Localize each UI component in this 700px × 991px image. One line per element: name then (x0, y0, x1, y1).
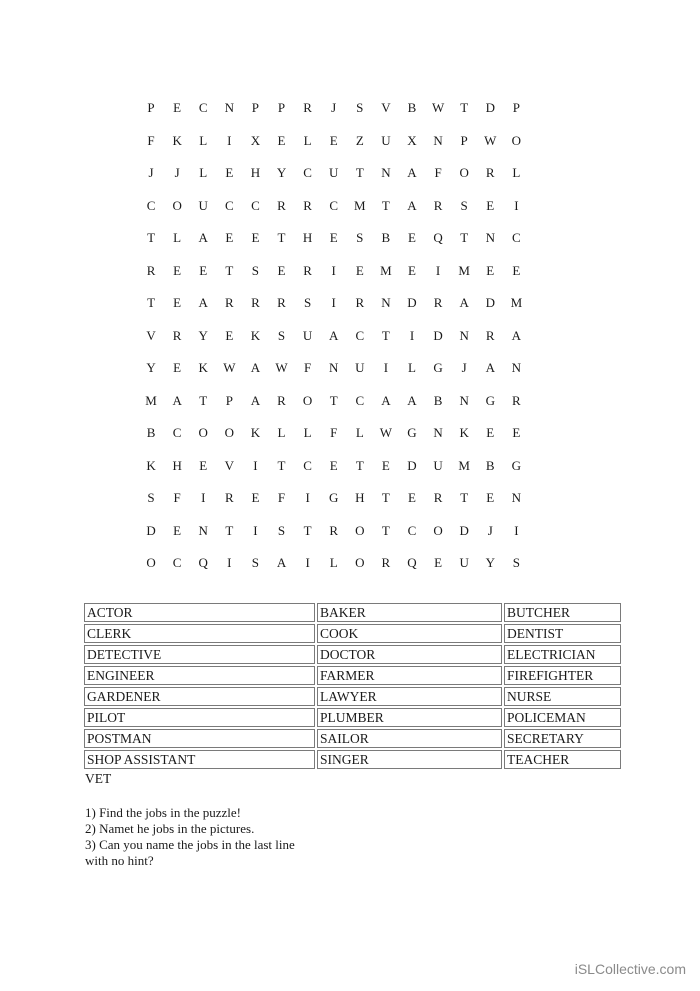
puzzle-letter: A (172, 392, 182, 408)
puzzle-letter: Y (485, 555, 495, 571)
puzzle-letter: U (355, 360, 365, 376)
puzzle-row (138, 352, 558, 385)
puzzle-letter: T (225, 522, 234, 538)
puzzle-letter: U (198, 197, 208, 213)
puzzle-letter: G (433, 360, 443, 376)
puzzle-letter: N (459, 392, 469, 408)
puzzle-letter: R (485, 327, 495, 343)
site-watermark: iSLCollective.com (574, 961, 686, 977)
puzzle-letter: E (277, 132, 286, 148)
puzzle-letter: Q (198, 555, 208, 571)
puzzle-letter: P (147, 100, 155, 116)
puzzle-letter: R (433, 295, 443, 311)
puzzle-letter: A (407, 197, 417, 213)
puzzle-row (138, 417, 558, 450)
puzzle-letter: K (198, 360, 208, 376)
puzzle-letter: E (173, 262, 182, 278)
puzzle-letter: C (355, 327, 365, 343)
puzzle-letter: H (302, 230, 313, 246)
puzzle-letter: E (173, 360, 182, 376)
puzzle-letter: M (458, 262, 470, 278)
puzzle-row (138, 515, 558, 548)
puzzle-letter: L (329, 555, 338, 571)
puzzle-letter: S (512, 555, 520, 571)
puzzle-letter: T (381, 522, 390, 538)
puzzle-letter: C (512, 230, 521, 246)
puzzle-letter: N (511, 490, 522, 506)
puzzle-letter: E (277, 262, 286, 278)
word-list-cell: BUTCHER (504, 603, 621, 622)
puzzle-letter: L (199, 165, 208, 181)
word-list-cell: TEACHER (504, 750, 621, 769)
puzzle-letter: R (277, 197, 286, 213)
puzzle-letter: W (379, 425, 393, 441)
puzzle-letter: R (251, 295, 260, 311)
puzzle-letter: O (459, 165, 469, 181)
word-list-cell: FARMER (317, 666, 502, 685)
puzzle-letter: O (433, 522, 443, 538)
puzzle-letter: L (199, 132, 208, 148)
puzzle-letter: I (253, 457, 258, 473)
puzzle-letter: K (172, 132, 182, 148)
word-list-cell: FIREFIGHTER (504, 666, 621, 685)
puzzle-letter: N (381, 165, 391, 181)
puzzle-letter: Y (198, 327, 208, 343)
puzzle-letter: T (355, 165, 364, 181)
puzzle-letter: O (302, 392, 313, 408)
puzzle-letter: U (302, 327, 313, 343)
puzzle-letter: W (275, 360, 288, 376)
puzzle-letter: T (329, 392, 338, 408)
puzzle-letter: D (459, 522, 469, 538)
puzzle-row (138, 482, 558, 515)
puzzle-letter: P (225, 392, 233, 408)
puzzle-letter: I (227, 132, 232, 148)
puzzle-letter: E (408, 230, 416, 246)
puzzle-letter: I (305, 555, 310, 571)
puzzle-letter: V (224, 457, 235, 473)
puzzle-letter: J (487, 522, 493, 538)
puzzle-letter: A (381, 392, 391, 408)
puzzle-letter: I (514, 197, 519, 213)
word-list-row (84, 750, 621, 769)
puzzle-letter: E (225, 230, 234, 246)
word-list-row (84, 666, 621, 685)
puzzle-letter: R (329, 522, 339, 538)
puzzle-letter: R (146, 262, 156, 278)
puzzle-letter: S (277, 327, 286, 343)
puzzle-letter: L (408, 360, 416, 376)
puzzle-letter: F (303, 360, 312, 376)
puzzle-letter: M (380, 262, 392, 278)
puzzle-letter: T (277, 230, 286, 246)
puzzle-letter: X (250, 132, 261, 148)
puzzle-letter: N (459, 327, 469, 343)
puzzle-letter: U (433, 457, 443, 473)
puzzle-letter: B (485, 457, 495, 473)
puzzle-letter: S (251, 262, 260, 278)
puzzle-letter: N (433, 132, 443, 148)
word-list-row (84, 708, 621, 727)
puzzle-letter: Z (355, 132, 364, 148)
puzzle-letter: X (407, 132, 417, 148)
puzzle-letter: L (355, 425, 364, 441)
puzzle-letter: A (250, 360, 261, 376)
puzzle-letter: A (250, 392, 261, 408)
puzzle-letter: L (512, 165, 521, 181)
puzzle-letter: G (329, 490, 339, 506)
word-list-cell: CLERK (84, 624, 315, 643)
puzzle-letter: E (225, 327, 234, 343)
puzzle-letter: E (486, 490, 495, 506)
puzzle-letter: O (511, 132, 522, 148)
puzzle-letter: C (198, 100, 208, 116)
puzzle-letter: R (433, 197, 443, 213)
puzzle-letter: J (148, 165, 154, 181)
puzzle-letter: E (486, 262, 495, 278)
puzzle-row (138, 92, 558, 125)
word-list-cell: NURSE (504, 687, 621, 706)
puzzle-row (138, 157, 558, 190)
puzzle-letter: N (198, 522, 208, 538)
puzzle-letter: E (512, 425, 521, 441)
puzzle-letter: A (407, 165, 417, 181)
puzzle-letter: S (251, 555, 260, 571)
puzzle-row (138, 222, 558, 255)
puzzle-letter: R (485, 165, 495, 181)
puzzle-letter: S (303, 295, 312, 311)
puzzle-letter: E (408, 490, 416, 506)
word-list-table (82, 601, 623, 771)
puzzle-letter: J (461, 360, 467, 376)
puzzle-letter: I (227, 555, 232, 571)
puzzle-letter: I (331, 295, 336, 311)
puzzle-letter: A (511, 327, 522, 343)
puzzle-letter: R (172, 327, 182, 343)
puzzle-letter: Q (433, 230, 443, 246)
puzzle-letter: A (198, 295, 208, 311)
puzzle-letter: C (251, 197, 260, 213)
puzzle-letter: S (356, 230, 364, 246)
puzzle-letter: G (407, 425, 417, 441)
puzzle-letter: C (303, 165, 312, 181)
puzzle-letter: I (331, 262, 336, 278)
puzzle-letter: E (486, 197, 495, 213)
word-search-grid (138, 92, 558, 580)
puzzle-letter: I (201, 490, 206, 506)
puzzle-letter: C (146, 197, 156, 213)
puzzle-letter: E (199, 457, 208, 473)
puzzle-letter: H (172, 457, 182, 473)
puzzle-letter: I (253, 522, 258, 538)
instruction-line-2: 2) Namet he jobs in the pictures. (85, 821, 255, 836)
puzzle-letter: I (383, 360, 389, 376)
word-list-cell: BAKER (317, 603, 502, 622)
puzzle-letter: V (381, 100, 391, 116)
puzzle-letter: G (511, 457, 522, 473)
puzzle-letter: C (303, 457, 312, 473)
puzzle-letter: P (460, 132, 468, 148)
puzzle-letter: U (459, 555, 469, 571)
puzzle-letter: E (381, 457, 390, 473)
puzzle-letter: B (433, 392, 443, 408)
puzzle-letter: Y (276, 165, 287, 181)
word-list-cell: SAILOR (317, 729, 502, 748)
puzzle-letter: T (355, 457, 364, 473)
puzzle-letter: C (329, 197, 339, 213)
puzzle-letter: N (224, 100, 235, 116)
puzzle-letter: O (146, 555, 156, 571)
word-list-row (84, 729, 621, 748)
puzzle-letter: D (146, 522, 156, 538)
word-list-cell: PLUMBER (317, 708, 502, 727)
puzzle-letter: H (250, 165, 261, 181)
word-list-row (84, 603, 621, 622)
puzzle-row (138, 385, 558, 418)
puzzle-letter: R (355, 295, 365, 311)
puzzle-letter: R (303, 197, 312, 213)
puzzle-letter: F (173, 490, 181, 506)
puzzle-row (138, 287, 558, 320)
puzzle-letter: R (433, 490, 443, 506)
puzzle-letter: L (277, 425, 286, 441)
puzzle-letter: A (329, 327, 339, 343)
puzzle-letter: L (173, 230, 182, 246)
puzzle-letter: I (435, 262, 441, 278)
puzzle-letter: T (381, 327, 390, 343)
puzzle-row (138, 255, 558, 288)
puzzle-letter: Q (407, 555, 417, 571)
puzzle-letter: E (173, 295, 182, 311)
puzzle-letter: S (277, 522, 286, 538)
puzzle-letter: Y (146, 360, 156, 376)
puzzle-letter: E (329, 457, 338, 473)
puzzle-letter: K (459, 425, 469, 441)
puzzle-letter: N (511, 360, 522, 376)
puzzle-letter: R (381, 555, 391, 571)
puzzle-letter: F (434, 165, 442, 181)
word-list-cell: POLICEMAN (504, 708, 621, 727)
word-list-cell: SECRETARY (504, 729, 621, 748)
word-list-cell: ENGINEER (84, 666, 315, 685)
puzzle-letter: E (251, 490, 260, 506)
word-list-cell: PILOT (84, 708, 315, 727)
puzzle-letter: C (172, 425, 182, 441)
puzzle-letter: O (355, 555, 365, 571)
puzzle-letter: E (408, 262, 416, 278)
puzzle-letter: T (199, 392, 208, 408)
puzzle-row (138, 125, 558, 158)
puzzle-letter: I (305, 490, 310, 506)
puzzle-letter: D (433, 327, 443, 343)
word-list-extra-word: VET (85, 771, 112, 786)
puzzle-letter: A (198, 230, 208, 246)
word-list-cell: SHOP ASSISTANT (84, 750, 315, 769)
word-list-cell: GARDENER (84, 687, 315, 706)
puzzle-letter: J (331, 100, 337, 116)
puzzle-letter: E (512, 262, 521, 278)
puzzle-row (138, 320, 558, 353)
puzzle-letter: O (172, 197, 182, 213)
puzzle-letter: R (303, 262, 312, 278)
puzzle-letter: S (460, 197, 468, 213)
puzzle-letter: N (329, 360, 339, 376)
puzzle-letter: I (409, 327, 415, 343)
puzzle-letter: T (381, 490, 390, 506)
puzzle-letter: T (460, 490, 469, 506)
puzzle-letter: M (458, 457, 470, 473)
puzzle-letter: T (225, 262, 234, 278)
puzzle-letter: R (224, 295, 234, 311)
puzzle-letter: D (407, 295, 417, 311)
instructions (85, 805, 325, 869)
puzzle-letter: P (251, 100, 260, 116)
puzzle-letter: V (146, 327, 156, 343)
puzzle-letter: B (407, 100, 417, 116)
puzzle-letter: R (512, 392, 521, 408)
puzzle-letter: R (277, 295, 286, 311)
puzzle-letter: E (355, 262, 364, 278)
puzzle-row (138, 190, 558, 223)
puzzle-letter: G (485, 392, 495, 408)
word-list-row (84, 624, 621, 643)
puzzle-letter: B (381, 230, 391, 246)
puzzle-letter: T (303, 522, 312, 538)
instruction-line-4: with no hint? (85, 853, 154, 868)
puzzle-letter: R (224, 490, 234, 506)
puzzle-letter: F (330, 425, 338, 441)
puzzle-letter: L (303, 425, 312, 441)
puzzle-letter: T (147, 230, 156, 246)
puzzle-letter: N (433, 425, 443, 441)
puzzle-letter: A (407, 392, 417, 408)
puzzle-letter: E (225, 165, 234, 181)
puzzle-letter: W (431, 100, 445, 116)
word-list-cell: LAWYER (317, 687, 502, 706)
word-list-cell: ACTOR (84, 603, 315, 622)
puzzle-letter: D (407, 457, 417, 473)
puzzle-letter: A (459, 295, 469, 311)
puzzle-letter: C (172, 555, 182, 571)
word-list-cell: DETECTIVE (84, 645, 315, 664)
puzzle-letter: T (460, 230, 469, 246)
puzzle-letter: O (198, 425, 208, 441)
puzzle-letter: N (381, 295, 391, 311)
puzzle-letter: R (277, 392, 286, 408)
puzzle-letter: T (460, 100, 469, 116)
puzzle-letter: D (485, 295, 495, 311)
puzzle-letter: T (277, 457, 286, 473)
puzzle-letter: P (277, 100, 286, 116)
puzzle-letter: L (303, 132, 312, 148)
puzzle-letter: W (484, 132, 497, 148)
puzzle-letter: I (514, 522, 519, 538)
puzzle-letter: U (329, 165, 339, 181)
word-list-cell: COOK (317, 624, 502, 643)
word-list-cell: DENTIST (504, 624, 621, 643)
puzzle-letter: C (407, 522, 417, 538)
puzzle-letter: K (250, 327, 261, 343)
puzzle-letter: E (199, 262, 208, 278)
puzzle-letter: C (355, 392, 365, 408)
puzzle-letter: U (381, 132, 391, 148)
puzzle-letter: K (250, 425, 261, 441)
puzzle-letter: S (147, 490, 155, 506)
puzzle-letter: S (356, 100, 364, 116)
puzzle-letter: O (224, 425, 235, 441)
puzzle-row (138, 547, 558, 580)
puzzle-letter: E (329, 132, 338, 148)
puzzle-letter: A (276, 555, 287, 571)
puzzle-letter: D (485, 100, 495, 116)
word-list-cell: ELECTRICIAN (504, 645, 621, 664)
puzzle-letter: P (512, 100, 520, 116)
puzzle-letter: R (303, 100, 312, 116)
instruction-line-1: 1) Find the jobs in the puzzle! (85, 805, 241, 820)
puzzle-letter: E (173, 100, 182, 116)
puzzle-letter: M (354, 197, 366, 213)
instruction-line-3: 3) Can you name the jobs in the last line (85, 837, 295, 852)
puzzle-letter: M (510, 295, 523, 311)
puzzle-letter: T (147, 295, 156, 311)
word-list-row (84, 687, 621, 706)
puzzle-letter: E (329, 230, 338, 246)
puzzle-letter: E (486, 425, 495, 441)
puzzle-letter: J (174, 165, 180, 181)
puzzle-letter: W (223, 360, 236, 376)
word-list-row (84, 645, 621, 664)
word-list-cell: DOCTOR (317, 645, 502, 664)
puzzle-letter: F (147, 132, 155, 148)
puzzle-letter: N (485, 230, 495, 246)
puzzle-row (138, 450, 558, 483)
puzzle-letter: E (173, 522, 182, 538)
puzzle-letter: E (434, 555, 443, 571)
puzzle-letter: A (485, 360, 495, 376)
puzzle-letter: T (381, 197, 390, 213)
puzzle-letter: F (277, 490, 286, 506)
puzzle-letter: H (355, 490, 365, 506)
puzzle-letter: B (146, 425, 156, 441)
puzzle-letter: M (145, 392, 157, 408)
puzzle-letter: K (146, 457, 156, 473)
puzzle-letter: E (251, 230, 260, 246)
puzzle-letter: O (355, 522, 365, 538)
word-list-cell: POSTMAN (84, 729, 315, 748)
word-list-cell: SINGER (317, 750, 502, 769)
puzzle-letter: C (224, 197, 234, 213)
